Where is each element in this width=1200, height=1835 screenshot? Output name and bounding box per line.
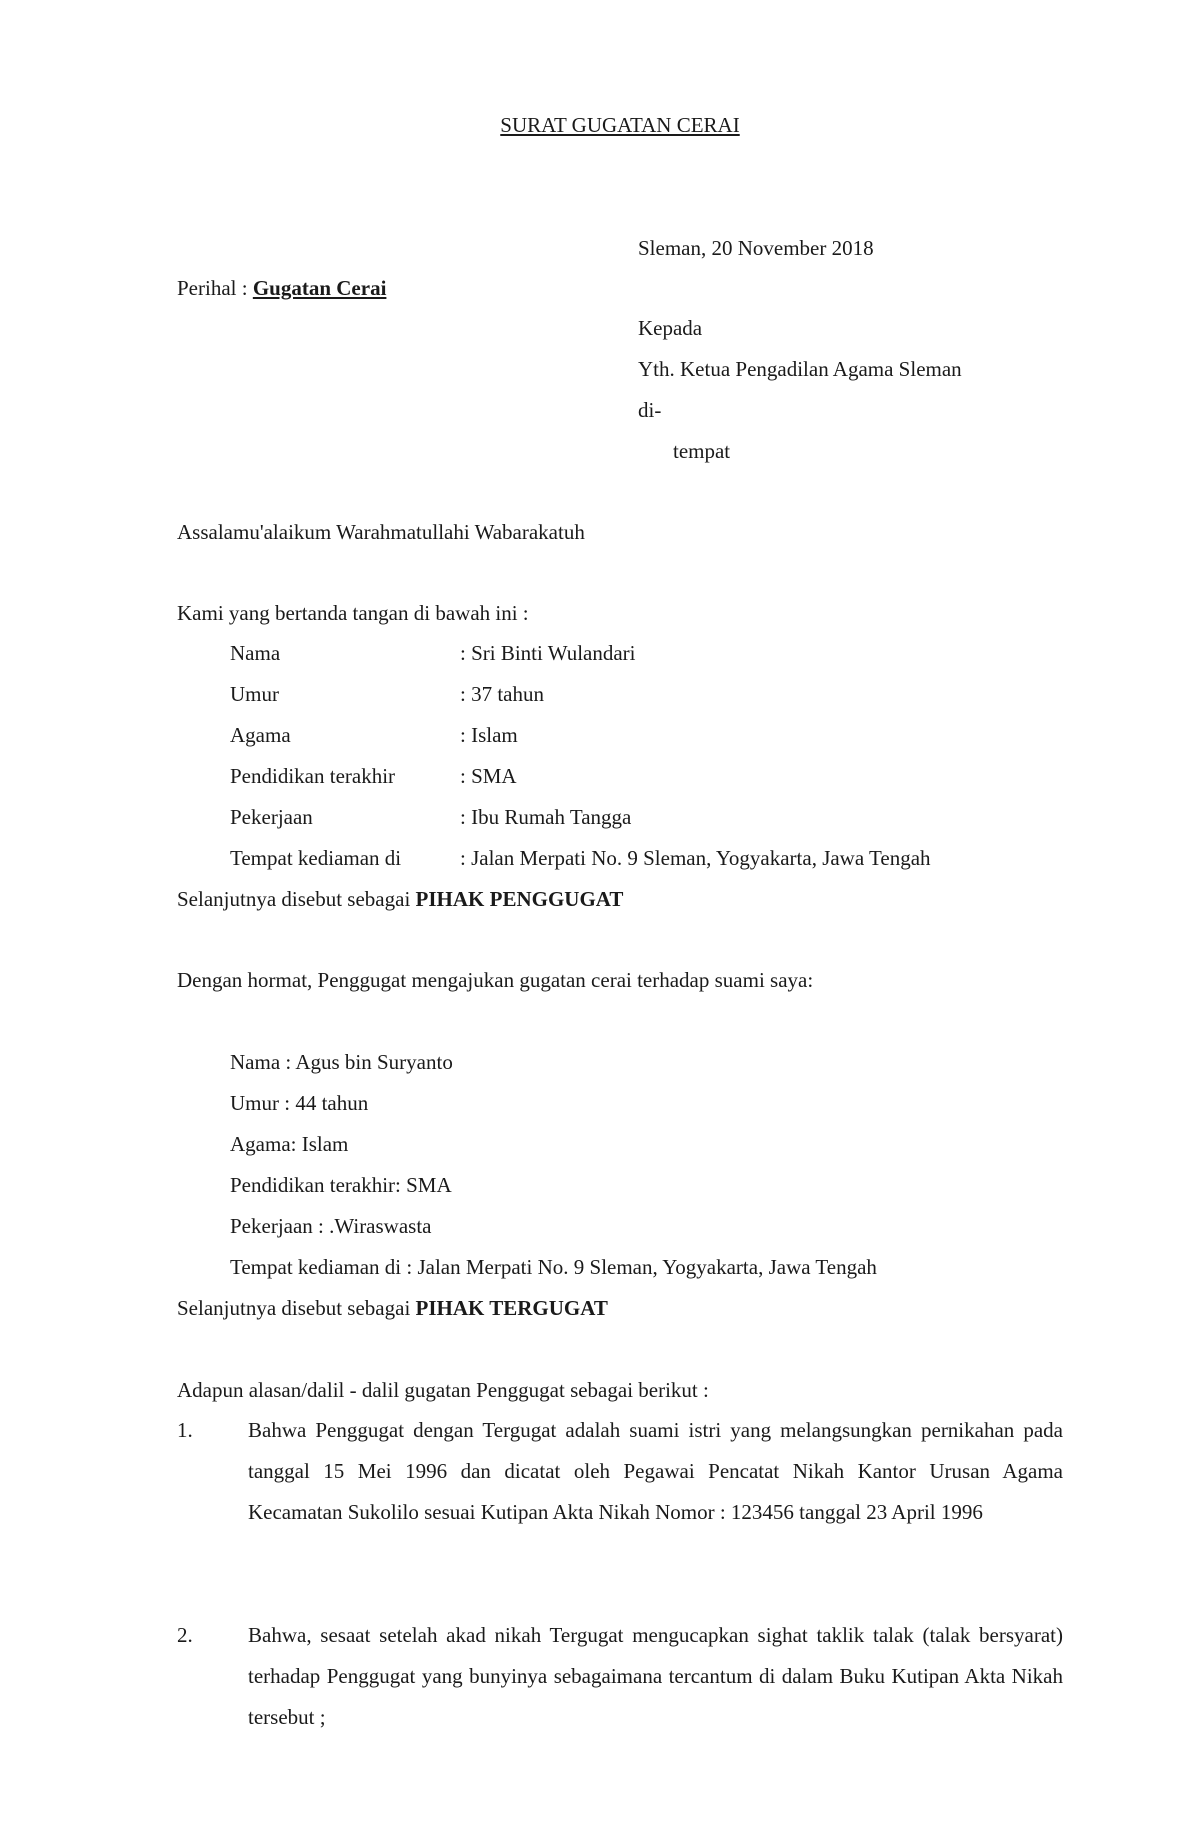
- address-kepada: Kepada: [638, 316, 703, 340]
- defendant-tempat: Tempat kediaman di : Jalan Merpati No. 9 Sleman, Yogyakarta, Jawa Tengah: [230, 1255, 877, 1279]
- greeting: Assalamu'alaikum Warahmatullahi Wabarakatuh: [177, 520, 585, 544]
- address-yth: Yth. Ketua Pengadilan Agama Sleman: [638, 357, 962, 381]
- plaintiff-pekerjaan-label: Pekerjaan: [230, 805, 313, 829]
- defendant-nama: Nama : Agus bin Suryanto: [230, 1050, 453, 1074]
- plaintiff-suffix-prefix: Selanjutnya disebut sebagai: [177, 887, 416, 911]
- defendant-suffix-bold: PIHAK TERGUGAT: [415, 1296, 608, 1320]
- intro-line: Kami yang bertanda tangan di bawah ini :: [177, 601, 529, 625]
- defendant-suffix-prefix: Selanjutnya disebut sebagai: [177, 1296, 416, 1320]
- plaintiff-pendidikan-label: Pendidikan terakhir: [230, 764, 396, 788]
- plaintiff-umur-label: Umur: [230, 682, 279, 706]
- reason-2-text: Bahwa, sesaat setelah akad nikah Tergugat mengucapkan sighat taklik talak (talak bersyarat) terhadap Penggugat yang bunyinya sebagaimana tercantum di dalam Buku Kutipan Akta Nikah tersebut ;: [248, 1623, 1063, 1729]
- plaintiff-agama-label: Agama: [230, 723, 291, 747]
- reasons-intro: Adapun alasan/dalil - dalil gugatan Penggugat sebagai berikut :: [177, 1378, 709, 1402]
- complaint-intro: Dengan hormat, Penggugat mengajukan gugatan cerai terhadap suami saya:: [177, 968, 814, 992]
- subject-label: Perihal :: [177, 276, 253, 300]
- date-line: Sleman, 20 November 2018: [638, 236, 874, 260]
- defendant-pekerjaan: Pekerjaan : .Wiraswasta: [230, 1214, 432, 1238]
- defendant-agama: Agama: Islam: [230, 1132, 349, 1156]
- plaintiff-agama-value: : Islam: [460, 723, 518, 747]
- reason-1-number: 1.: [177, 1418, 193, 1442]
- plaintiff-umur-value: : 37 tahun: [460, 682, 544, 706]
- plaintiff-tempat-value: : Jalan Merpati No. 9 Sleman, Yogyakarta, Jawa Tengah: [460, 846, 931, 870]
- address-tempat: tempat: [673, 439, 731, 463]
- defendant-pendidikan: Pendidikan terakhir: SMA: [230, 1173, 452, 1197]
- reason-1-text: Bahwa Penggugat dengan Tergugat adalah suami istri yang melangsungkan pernikahan pada tanggal 15 Mei 1996 dan dicatat oleh Pegawai Pencatat Nikah Kantor Urusan Agama Kecamatan Sukolilo sesuai Kutipan Akta Nikah Nomor : 123456 tanggal 23 April 1996: [248, 1418, 1063, 1524]
- subject-line: [177, 278, 386, 299]
- plaintiff-suffix-bold: PIHAK PENGGUGAT: [415, 887, 624, 911]
- subject-value: Gugatan Cerai: [252, 276, 387, 300]
- plaintiff-pendidikan-value: : SMA: [460, 764, 517, 788]
- plaintiff-nama-label: Nama: [230, 641, 281, 665]
- plaintiff-suffix: [177, 889, 623, 910]
- reason-2-number: 2.: [177, 1623, 193, 1647]
- defendant-umur: Umur : 44 tahun: [230, 1091, 369, 1115]
- defendant-suffix: [177, 1298, 608, 1319]
- plaintiff-pekerjaan-value: : Ibu Rumah Tangga: [460, 805, 632, 829]
- plaintiff-tempat-label: Tempat kediaman di: [230, 846, 402, 870]
- plaintiff-nama-value: : Sri Binti Wulandari: [460, 641, 636, 665]
- address-di: di-: [638, 398, 662, 422]
- document-title: SURAT GUGATAN CERAI: [500, 113, 740, 137]
